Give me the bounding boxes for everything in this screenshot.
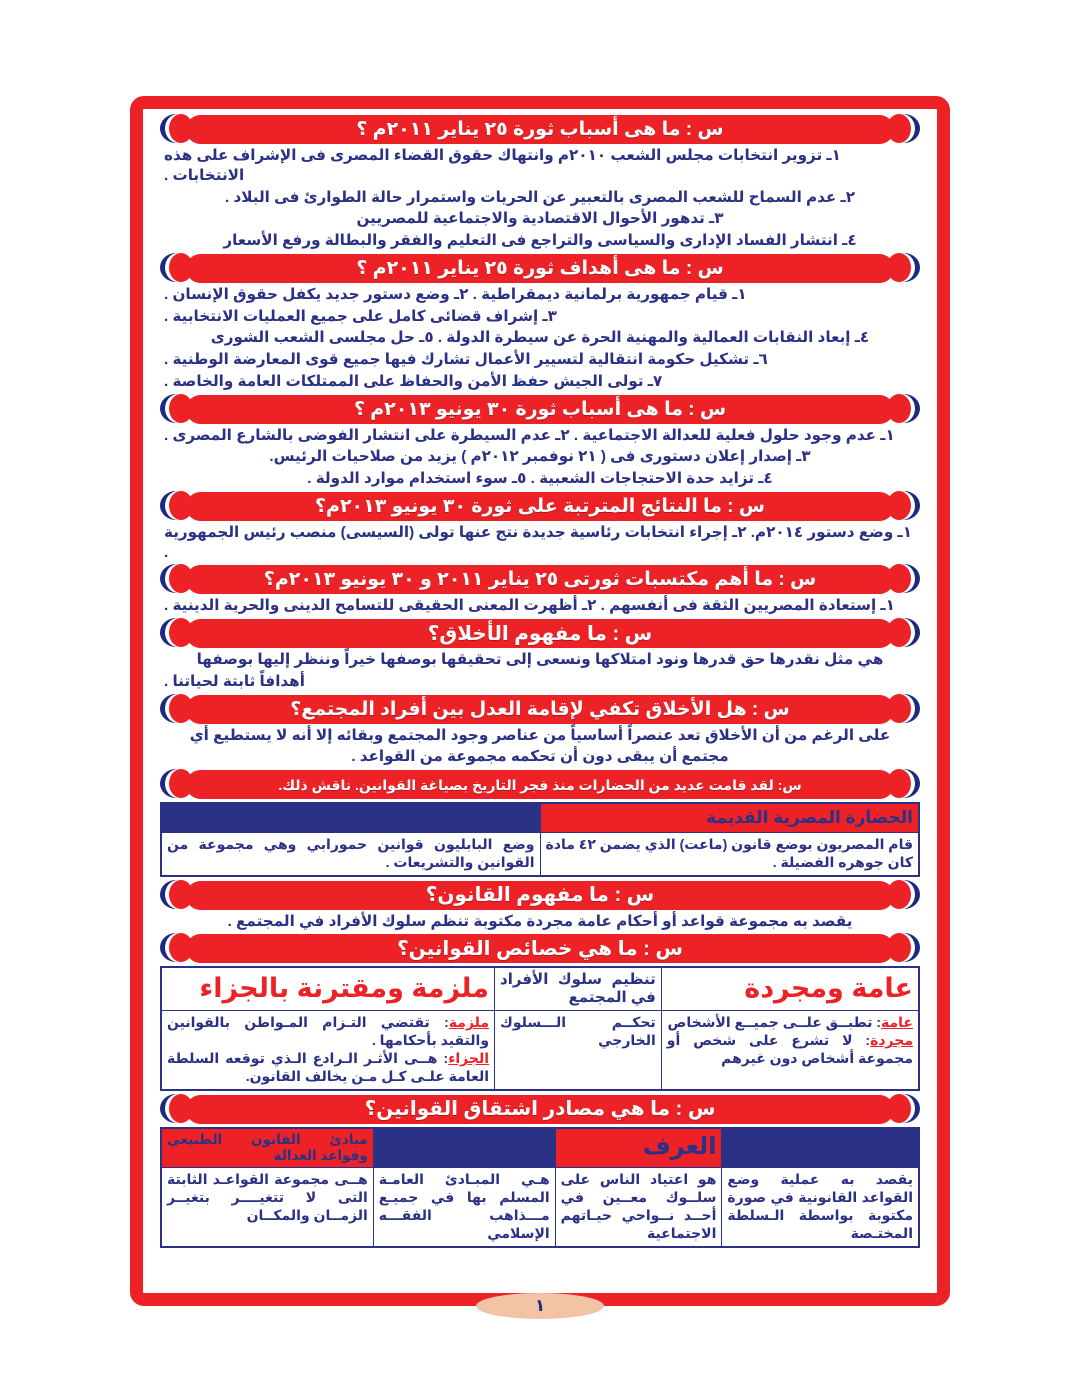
table-header-cell: الحضارة المصرية القديمة — [540, 803, 919, 832]
table-row — [161, 1011, 919, 1090]
table-row — [161, 1168, 919, 1247]
banner-text: س : هل الأخلاق تكفي لإقامة العدل بين أفراد المجتمع؟ — [290, 698, 790, 720]
answer-line: ١ـ عدم وجود حلول فعلية للعدالة الاجتماعية . ٢ـ عدم السيطرة على انتشار الفوضى بالشارع المصرى . — [164, 426, 895, 444]
table-cell: يقصد به عملية وضع القواعد القانونية في صورة مكتوبة بواسطة الـسلطة المختـصة — [722, 1168, 919, 1247]
answer-line: ٧ـ تولى الجيش حفظ الأمن والحفاظ على الممتلكات العامة والخاصة . — [164, 372, 663, 390]
law-sources-table — [160, 1127, 920, 1248]
banner-cap-left-icon — [160, 253, 194, 282]
banner-cap-right-icon — [886, 1094, 920, 1123]
answer-line: ١ـ وضع دستور ٢٠١٤م. ٢ـ إجراء انتخابات رئاسية جديدة نتج عنها تولى (السيسى) منصب رئيس الجمهورية . — [164, 523, 912, 561]
banner-cap-right-icon — [886, 114, 920, 143]
banner-cap-right-icon — [886, 880, 920, 909]
table-cell: هــى مجموعة القواعـد الثابتة التى لا تتغيــــر بتغيــر الزمــان والمكــان — [161, 1168, 373, 1247]
answer-line: ٣ـ إصدار إعلان دستورى فى ( ٢١ نوفمبر ٢٠١٢م ) يزيد من صلاحيات الرئيس. — [269, 448, 811, 466]
banner-cap-right-icon — [886, 564, 920, 593]
page-number-badge: ١ — [476, 1293, 604, 1319]
question-banner-civilizations — [160, 769, 920, 800]
table-header-cell: مبادئ القانون الطبيعي وقواعد العدالة — [161, 1128, 373, 1168]
table-cell-binding-penalty — [161, 1011, 495, 1090]
term-label: مجردة — [870, 1032, 913, 1049]
table-header-row — [161, 967, 919, 1011]
table-header-cell: ملزمة ومقترنة بالجزاء — [161, 967, 495, 1011]
banner-text: س : ما النتائج المترتبة على ثورة ٣٠ يونيو ٢٠١٣م؟ — [315, 495, 765, 517]
banner-text: س : ما هي مصادر اشتقاق القوانين؟ — [364, 1098, 716, 1121]
question-banner-causes-jun30 — [160, 394, 920, 425]
banner-cap-right-icon — [886, 253, 920, 282]
answer-line: يقصد به مجموعة قواعد أو أحكام عامة مجردة مكتوبة تنظم سلوك الأفراد في المجتمع . — [227, 912, 853, 930]
table-cell: هو اعتياد الناس على سلــوك معــين في أحــد نــواحي حيـاتهم الاجتماعية — [555, 1168, 722, 1247]
banner-text: س : ما هى أهداف ثورة ٢٥ يناير ٢٠١١م ؟ — [356, 257, 724, 279]
banner-cap-left-icon — [160, 394, 194, 423]
banner-cap-left-icon — [160, 1094, 194, 1123]
banner-text: س : ما مفهوم القانون؟ — [425, 884, 655, 907]
banner-cap-left-icon — [160, 769, 194, 798]
table-header-cell: العرف — [555, 1128, 722, 1168]
question-banner-goals-jan25 — [160, 253, 920, 284]
answer-line: ٣ـ إشراف قضائى كامل على جميع العمليات الانتخابية . — [164, 307, 557, 325]
question-banner-law-sources — [160, 1094, 920, 1125]
question-banner-causes-jan25 — [160, 114, 920, 145]
definition-text: : هــى الأثـر الـرادع الـذي توقعه السلطة العامة علـى كـل مـن يخالف القانون. — [167, 1050, 490, 1085]
term-label: عامة — [881, 1014, 913, 1031]
table-header-cell: مبادئ الشريعة الإسلامية — [373, 1128, 555, 1168]
banner-cap-right-icon — [886, 618, 920, 647]
question-banner-ethics-concept — [160, 618, 920, 649]
banner-cap-right-icon — [886, 769, 920, 798]
page-content — [156, 109, 924, 1293]
banner-cap-left-icon — [160, 933, 194, 962]
term-label: الجزاء — [448, 1050, 490, 1067]
answer-line: ٤ـ إبعاد النقابات العمالية والمهنية الحرة عن سيطرة الدولة . ٥ـ حل مجلسى الشعب الشورى — [210, 329, 870, 347]
answer-line: ٤ـ انتشار الفساد الإدارى والسياسى والتراجع فى التعليم والفقر والبطالة ورفع الأسعار — [223, 232, 857, 249]
banner-text: س: لقد قامت عديد من الحضارات منذ فجر التاريخ بصياغة القوانين. ناقش ذلك. — [278, 776, 802, 793]
answer-line: ١ـ قيام جمهورية برلمانية ديمقراطية . ٢ـ وضع دستور جديد يكفل حقوق الإنسان . — [164, 285, 747, 303]
table-cell: وضع البابليون قوانين حمورابي وهي مجموعة من القوانين والتشريعات . — [161, 832, 540, 875]
table-header-row — [161, 803, 919, 832]
banner-cap-right-icon — [886, 933, 920, 962]
definition-item — [167, 1014, 489, 1050]
definition-text: تحكــم الـــسلوك الخارجي — [500, 1014, 656, 1049]
question-banner-law-characteristics — [160, 933, 920, 964]
answer-line: ٦ـ تشكيل حكومة انتقالية لتسيير الأعمال تشارك فيها جميع قوى المعارضة الوطنية . — [164, 351, 768, 368]
banner-cap-right-icon — [886, 491, 920, 520]
banner-cap-left-icon — [160, 880, 194, 909]
table-row — [161, 832, 919, 875]
definition-item — [667, 1014, 913, 1032]
table-header-cell: التشريع — [722, 1128, 919, 1168]
table-header-cell: عامة ومجردة — [661, 967, 919, 1011]
banner-text: س : ما هى أسباب ثورة ٢٥ يناير ٢٠١١م ؟ — [356, 119, 724, 140]
answer-line: ٢ـ عدم السماح للشعب المصرى بالتعبير عن الحريات واستمرار حالة الطوارئ فى البلاد . — [225, 188, 855, 206]
banner-cap-right-icon — [886, 394, 920, 423]
question-banner-law-concept — [160, 880, 920, 911]
answer-line: على الرغم من أن الأخلاق تعد عنصراً أساسياً من عناصر وجود المجتمع وبقائه إلا أنه لا يستطيع أي — [189, 726, 891, 744]
banner-cap-left-icon — [160, 694, 194, 723]
banner-text: س : ما هي خصائص القوانين؟ — [397, 937, 683, 960]
definition-text: : تقتضي التـزام المـواطن بالقوانين والتقيد بأحكامها . — [167, 1014, 490, 1049]
banner-text: س : ما هى أسباب ثورة ٣٠ يونيو ٢٠١٣م ؟ — [353, 398, 727, 420]
banner-cap-left-icon — [160, 564, 194, 593]
table-header-cell: تنظيم سلوك الأفراد في المجتمع — [495, 967, 662, 1011]
table-cell-behavior — [495, 1011, 662, 1090]
answer-line: ١ـ تزوير انتخابات مجلس الشعب ٢٠١٠م وانتهاك حقوق القضاء المصرى فى الإشراف على هذه الانتخابات . — [164, 147, 841, 184]
answer-line: أهدافاً ثابتة لحياتنا . — [164, 672, 305, 690]
answer-line: ١ـ إستعادة المصريين الثقة فى أنفسهم . ٢ـ أظهرت المعنى الحقيقى للتسامح الدينى والحرية الدينية . — [164, 597, 895, 615]
table-header-row — [161, 1128, 919, 1168]
table-cell-general-abstract — [661, 1011, 919, 1090]
answer-line: مجتمع أن يبقى دون أن تحكمه مجموعة من القواعد . — [351, 748, 729, 766]
definition-text: : تطبــق علــى جميــع الأشخاص — [667, 1014, 882, 1031]
banner-text: س : ما أهم مكتسبات ثورتى ٢٥ يناير ٢٠١١ و ٣٠ يونيو ٢٠١٣م؟ — [263, 569, 817, 591]
question-banner-gains — [160, 564, 920, 595]
table-cell: قام المصريون بوضع قانون (ماعت) الذي يضمن ٤٢ مادة كان جوهره الفضيلة . — [540, 832, 919, 875]
answer-line: ٣ـ تدهور الأحوال الاقتصادية والاجتماعية للمصريين — [356, 210, 724, 228]
law-characteristics-table — [160, 966, 920, 1091]
answer-line: ٤ـ تزايد حدة الاحتجاجات الشعبية . ٥ـ سوء استخدام موارد الدولة . — [307, 470, 773, 487]
banner-text: س : ما مفهوم الأخلاق؟ — [427, 622, 653, 645]
red-page-frame — [130, 96, 950, 1315]
banner-cap-right-icon — [886, 694, 920, 723]
question-banner-ethics-justice — [160, 694, 920, 725]
table-header-cell: الحضارة البابلية القديمة — [161, 803, 540, 832]
civilizations-table — [160, 802, 920, 877]
question-banner-results-jun30 — [160, 491, 920, 522]
banner-cap-left-icon — [160, 618, 194, 647]
table-cell: هـي المبـادئ العامـة المسلم بها في جميـع مـــذاهب الفقـــه الإسلامي — [373, 1168, 555, 1247]
banner-cap-left-icon — [160, 491, 194, 520]
answer-line: هي مثل نقدرها حق قدرها ونود امتلاكها ونسعى إلى تحقيقها بوصفها خيراً وننظر إليها بوصفها — [196, 651, 884, 668]
definition-item — [167, 1050, 489, 1086]
definition-item — [500, 1014, 656, 1050]
definition-item — [667, 1032, 913, 1068]
definition-text: : لا تشرع على شخص أو مجموعة أشخاص دون غيرهم — [666, 1032, 913, 1067]
term-label: ملزمة — [448, 1014, 490, 1031]
banner-cap-left-icon — [160, 114, 194, 143]
